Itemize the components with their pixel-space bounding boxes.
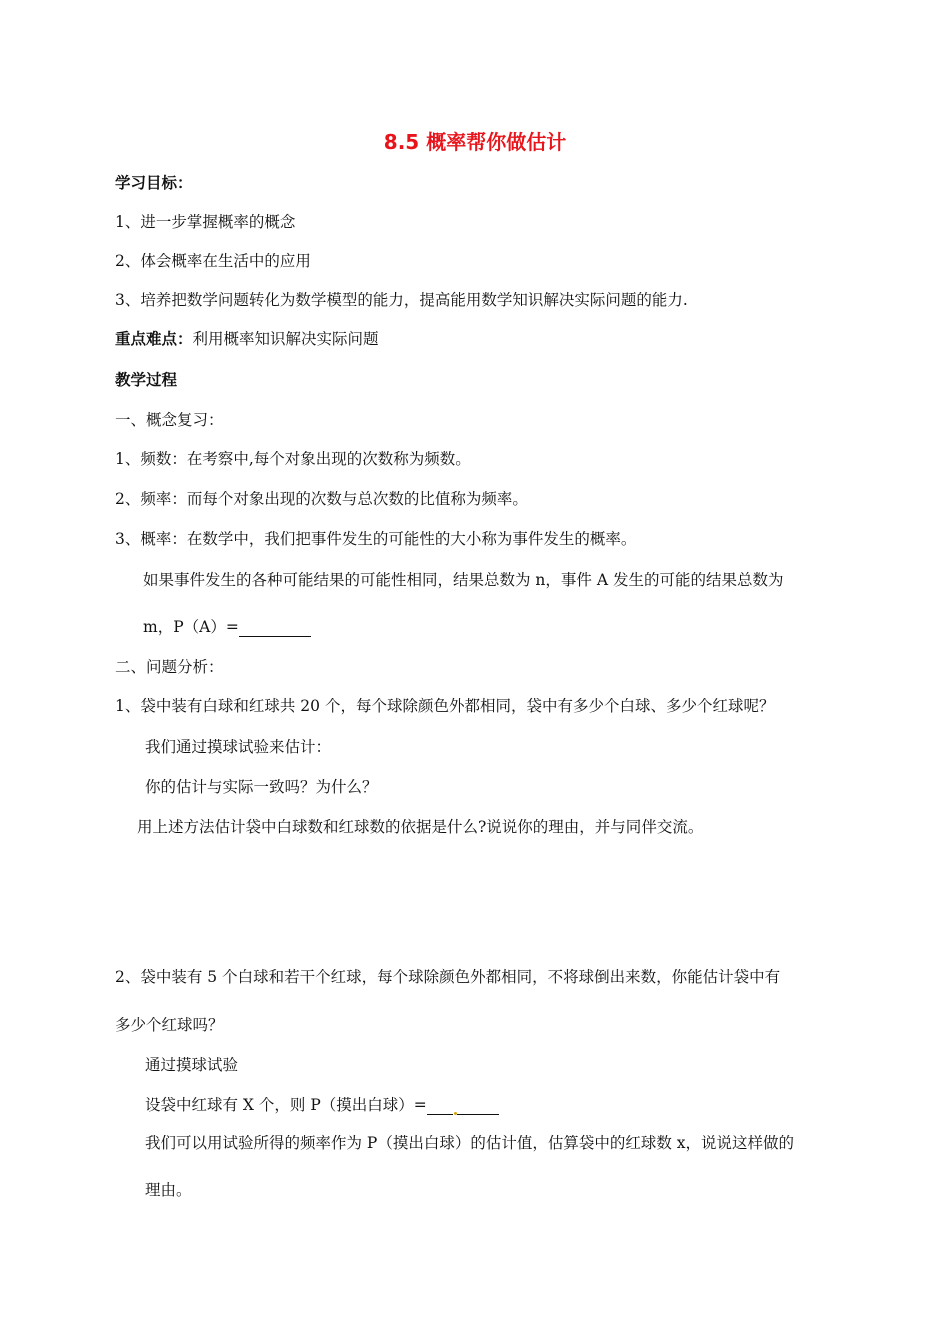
question-2-line-3: 我们可以用试验所得的频率作为 P（摸出白球）的估计值，估算袋中的红球数 x，说说这样做的 <box>145 1134 795 1152</box>
question-2-line-2 <box>145 1095 499 1115</box>
question-2-line-b: 多少个红球吗？ <box>115 1016 224 1034</box>
review-item-probability: 3、概率：在数学中，我们把事件发生的可能性的大小称为事件发生的概率。 <box>115 530 637 548</box>
analysis-heading: 二、问题分析： <box>115 658 224 676</box>
question-2-line-a: 2、袋中装有 5 个白球和若干个红球，每个球除颜色外都相同，不将球倒出来数，你能估计袋中有 <box>115 968 781 986</box>
process-heading: 教学过程 <box>115 371 178 389</box>
question-1: 1、袋中装有白球和红球共 20 个，每个球除颜色外都相同，袋中有多少个白球、多少个红球呢？ <box>115 697 775 715</box>
probability-answer-blank <box>239 620 311 637</box>
review-item-relative-frequency: 2、频率：而每个对象出现的次数与总次数的比值称为频率。 <box>115 490 528 508</box>
review-item-frequency: 1、频数：在考察中,每个对象出现的次数称为频数。 <box>115 450 471 468</box>
review-paragraph-line1: 如果事件发生的各种可能结果的可能性相同，结果总数为 n，事件 A 发生的可能的结果总数为 <box>143 571 784 589</box>
probability-formula-text: m，P（A）= <box>143 618 239 636</box>
white-ball-answer-blank-b <box>457 1098 499 1115</box>
review-heading: 一、概念复习： <box>115 411 224 429</box>
objective-item-2: 2、体会概率在生活中的应用 <box>115 252 311 270</box>
white-ball-probability-text: 设袋中红球有 X 个，则 P（摸出白球）= <box>145 1096 427 1114</box>
question-1-line-3: 用上述方法估计袋中白球数和红球数的依据是什么?说说你的理由，并与同伴交流。 <box>137 818 704 836</box>
question-1-line-1: 我们通过摸球试验来估计： <box>145 738 332 756</box>
key-points-text: 利用概率知识解决实际问题 <box>192 330 379 348</box>
objective-item-1: 1、进一步掌握概率的概念 <box>115 213 296 231</box>
question-2-line-4: 理由。 <box>145 1181 192 1199</box>
key-points <box>115 329 379 349</box>
document-title: 8.5 概率帮你做估计 <box>383 130 567 154</box>
question-2-line-1: 通过摸球试验 <box>145 1056 239 1074</box>
question-1-line-2: 你的估计与实际一致吗？为什么？ <box>145 778 378 796</box>
key-points-label: 重点难点： <box>115 330 193 348</box>
objectives-heading: 学习目标： <box>115 174 193 192</box>
objective-item-3: 3、培养把数学问题转化为数学模型的能力，提高能用数学知识解决实际问题的能力. <box>115 291 688 309</box>
white-ball-answer-blank-a <box>427 1098 453 1115</box>
review-paragraph-line2 <box>143 617 311 637</box>
